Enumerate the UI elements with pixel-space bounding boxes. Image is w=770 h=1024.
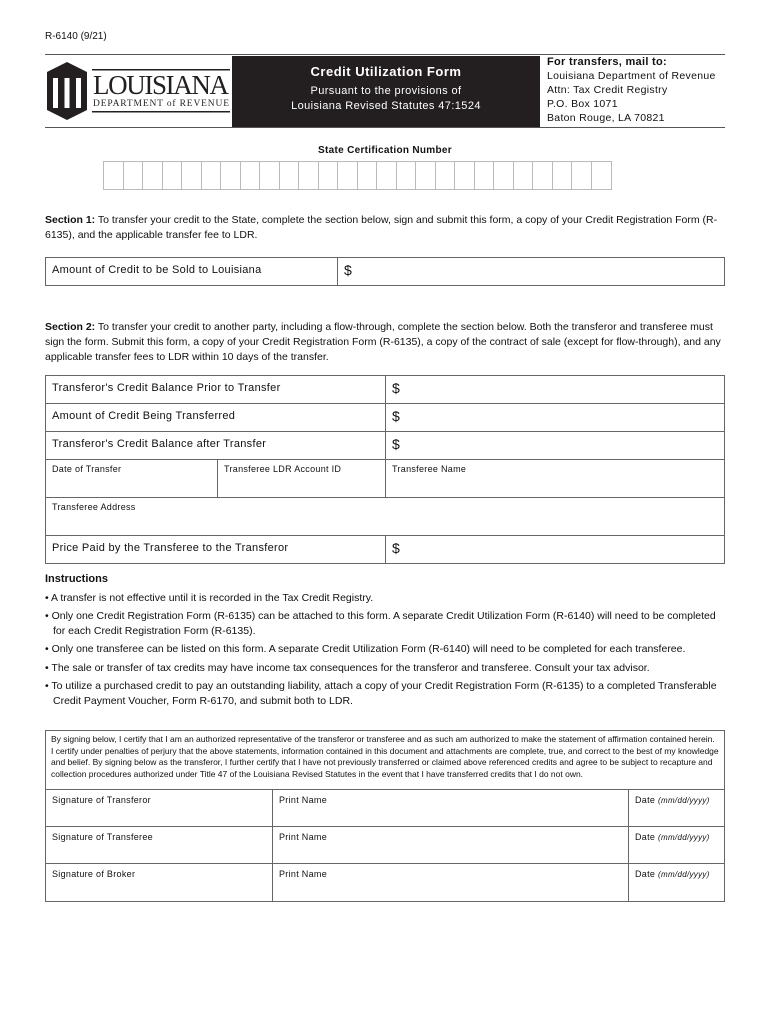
mail-heading: For transfers, mail to: (547, 56, 667, 68)
transferee-name-field[interactable]: Transferee Name (386, 460, 724, 498)
amount-transferred-input[interactable]: $ (386, 404, 724, 432)
form-subtitle-2: Louisiana Revised Statutes 47:1524 (291, 100, 481, 112)
transferee-address-field[interactable]: Transferee Address (46, 498, 724, 536)
date-of-transfer-field[interactable]: Date of Transfer (46, 460, 218, 498)
cert-number-input[interactable] (103, 161, 612, 190)
affirmation-text: By signing below, I certify that I am an authorized representative of the transferor or transferee and as such am authorized to make the statement of affirmation contained herein. I certify under penalties of perjury that the above statements, information contained in this document and attachments are complete, true, and correct to the best of my knowledge and belief. By signing below as the transferor, I further certify that I have not previously transferred or claimed above referenced credits and agree to be subject to recapture and collection procedures authorized under Title 47 of the Louisiana Revised Statutes in the event that I have transferred credits that I do not own. (46, 731, 724, 790)
form-title: Credit Utilization Form (310, 64, 462, 79)
cert-digit-box[interactable] (494, 162, 514, 189)
section2-text: To transfer your credit to another party, including a flow-through, complete the section below. Both the transferor and transferee must sign the form. Submit this form, a copy of your Credit Registration Form (R-6135), a copy of the contract of sale (except for flow-through), and any applicable transfer fees to LDR within 10 days of the transfer. (45, 321, 721, 363)
cert-digit-box[interactable] (455, 162, 475, 189)
section2-table (45, 375, 725, 564)
cert-digit-box[interactable] (338, 162, 358, 189)
section1-table (45, 257, 725, 286)
signature-field[interactable]: Signature of Transferor (46, 790, 273, 827)
cert-digit-box[interactable] (124, 162, 144, 189)
section1-instructions (45, 213, 725, 243)
svg-text:DEPARTMENT of REVENUE: DEPARTMENT of REVENUE (93, 99, 229, 109)
date-field[interactable] (629, 827, 724, 864)
cert-number-label: State Certification Number (318, 145, 452, 156)
form-number: R-6140 (9/21) (45, 31, 107, 42)
louisiana-revenue-logo (45, 60, 230, 122)
mailing-address (547, 55, 716, 125)
cert-digit-box[interactable] (182, 162, 202, 189)
date-label: Date (635, 832, 656, 842)
amount-sold-input[interactable]: $ (344, 262, 353, 278)
instruction-item: • Only one Credit Registration Form (R-6135) can be attached to this form. A separate Credit Utilization Form (R-6140) will need to be completed for each Credit Registration Form (R-6135). (45, 610, 716, 637)
cert-digit-box[interactable] (553, 162, 573, 189)
cert-digit-box[interactable] (377, 162, 397, 189)
transferee-account-field[interactable]: Transferee LDR Account ID (218, 460, 386, 498)
balance-prior-label: Transferor's Credit Balance Prior to Transfer (46, 376, 386, 404)
amount-sold-label: Amount of Credit to be Sold to Louisiana (46, 258, 338, 285)
print-name-field[interactable]: Print Name (273, 827, 629, 864)
capitol-building-icon (45, 60, 230, 122)
balance-prior-input[interactable]: $ (386, 376, 724, 404)
price-paid-label: Price Paid by the Transferee to the Transferor (46, 536, 386, 563)
cert-digit-box[interactable] (436, 162, 456, 189)
cert-digit-box[interactable] (533, 162, 553, 189)
date-field[interactable] (629, 790, 724, 827)
cert-digit-box[interactable] (592, 162, 612, 189)
cert-digit-box[interactable] (202, 162, 222, 189)
cert-digit-box[interactable] (358, 162, 378, 189)
date-format-hint: (mm/dd/yyyy) (658, 870, 710, 879)
form-subtitle-1: Pursuant to the provisions of (310, 85, 462, 97)
cert-digit-box[interactable] (104, 162, 124, 189)
amount-transferred-label: Amount of Credit Being Transferred (46, 404, 386, 432)
mail-line: Louisiana Department of Revenue (547, 70, 716, 82)
price-paid-input[interactable]: $ (392, 540, 401, 556)
section1-text: To transfer your credit to the State, complete the section below, sign and submit this form, a copy of your Credit Registration Form (R-6135), and the applicable transfer fee to LDR. (45, 214, 718, 241)
date-label: Date (635, 869, 656, 879)
form-title-banner (232, 56, 540, 127)
instruction-item: • The sale or transfer of tax credits may have income tax consequences for the transferor and transferee. Consult your tax advisor. (45, 661, 650, 674)
cert-digit-box[interactable] (397, 162, 417, 189)
print-name-field[interactable]: Print Name (273, 864, 629, 901)
header-bottom-rule (45, 127, 725, 128)
cert-digit-box[interactable] (475, 162, 495, 189)
instruction-item: • To utilize a purchased credit to pay an outstanding liability, attach a copy of your Credit Registration Form (R-6135) to a completed Transferable Credit Payment Voucher, Form R-6170, and submit both to LDR. (45, 680, 717, 707)
instruction-item: • Only one transferee can be listed on this form. A separate Credit Utilization Form (R-6140) will need to be completed for each transferee. (45, 643, 686, 655)
date-label: Date (635, 795, 656, 805)
mail-line: P.O. Box 1071 (547, 98, 618, 110)
cert-digit-box[interactable] (514, 162, 534, 189)
cert-digit-box[interactable] (319, 162, 339, 189)
cert-digit-box[interactable] (221, 162, 241, 189)
date-format-hint: (mm/dd/yyyy) (658, 796, 710, 805)
signature-field[interactable]: Signature of Broker (46, 864, 273, 901)
mail-line: Attn: Tax Credit Registry (547, 84, 668, 96)
mail-line: Baton Rouge, LA 70821 (547, 112, 665, 124)
section2-lead: Section 2: (45, 321, 96, 333)
instructions-heading: Instructions (45, 573, 108, 585)
date-field[interactable] (629, 864, 724, 901)
signature-section (45, 730, 725, 902)
cert-digit-box[interactable] (299, 162, 319, 189)
section1-lead: Section 1: (45, 214, 96, 226)
cert-digit-box[interactable] (241, 162, 261, 189)
signature-field[interactable]: Signature of Transferee (46, 827, 273, 864)
svg-text:LOUISIANA: LOUISIANA (93, 70, 229, 100)
instructions (45, 572, 725, 712)
cert-digit-box[interactable] (280, 162, 300, 189)
cert-digit-box[interactable] (572, 162, 592, 189)
cert-digit-box[interactable] (260, 162, 280, 189)
cert-digit-box[interactable] (143, 162, 163, 189)
cert-digit-box[interactable] (416, 162, 436, 189)
instruction-item: • A transfer is not effective until it is recorded in the Tax Credit Registry. (45, 591, 374, 604)
cert-digit-box[interactable] (163, 162, 183, 189)
balance-after-label: Transferor's Credit Balance after Transfer (46, 432, 386, 460)
print-name-field[interactable]: Print Name (273, 790, 629, 827)
date-format-hint: (mm/dd/yyyy) (658, 833, 710, 842)
section2-instructions (45, 320, 725, 365)
balance-after-input[interactable]: $ (386, 432, 724, 460)
